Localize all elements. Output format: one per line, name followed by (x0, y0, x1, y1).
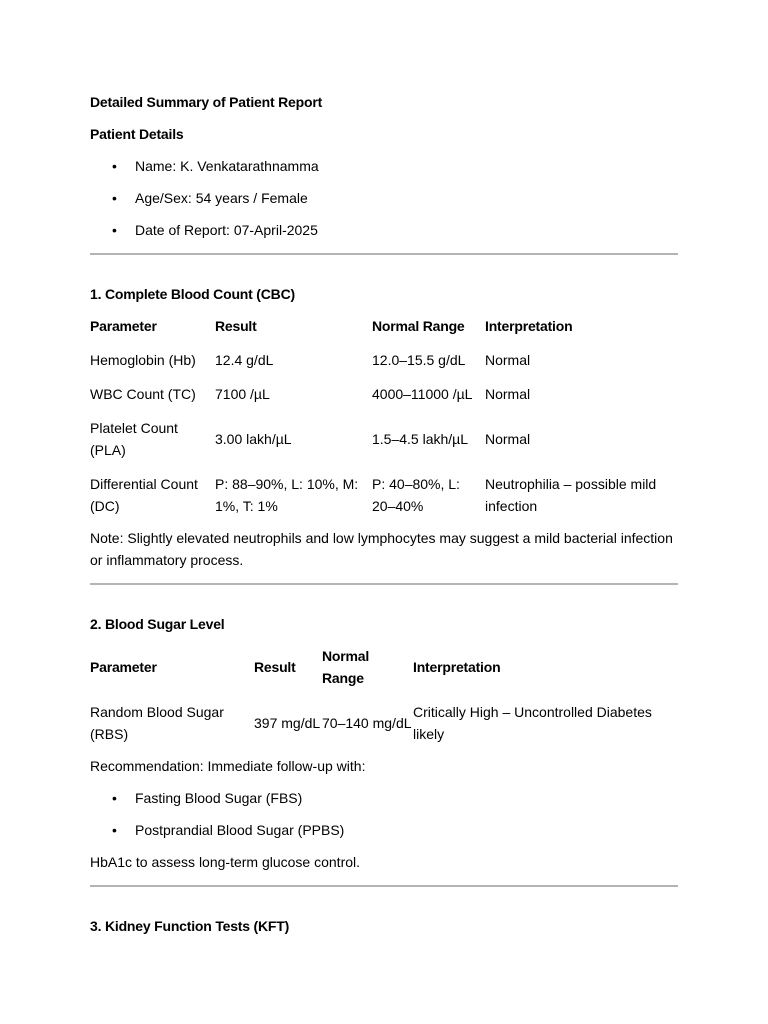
sugar-recommendation: Recommendation: Immediate follow-up with: (90, 758, 366, 774)
table-cell: Random Blood Sugar (RBS) (90, 704, 224, 742)
section-divider (90, 253, 678, 255)
document-title: Detailed Summary of Patient Report (90, 94, 323, 110)
table-cell: WBC Count (TC) (90, 386, 196, 402)
cbc-note: Note: Slightly elevated neutrophils and low lymphocytes may suggest a mild bacterial infection or inflammatory process. (90, 530, 673, 568)
table-cell: Platelet Count (PLA) (90, 420, 178, 458)
table-cell: 12.4 g/dL (215, 352, 274, 368)
table-cell: 1.5–4.5 lakh/µL (372, 431, 469, 447)
table-cell: 12.0–15.5 g/dL (372, 352, 466, 368)
table-row (90, 337, 678, 371)
cbc-table (90, 315, 678, 517)
column-header: Normal Range (322, 648, 370, 686)
table-row (90, 461, 678, 517)
table-cell: P: 40–80%, L: 20–40% (372, 476, 460, 514)
table-cell: 397 mg/dL (254, 715, 321, 731)
patient-details-heading: Patient Details (90, 126, 184, 142)
blood-sugar-table (90, 645, 678, 745)
cbc-heading: 1. Complete Blood Count (CBC) (90, 286, 295, 302)
table-cell: Differential Count (DC) (90, 476, 198, 514)
patient-age-sex: • Age/Sex: 54 years / Female (90, 187, 678, 209)
document-content (90, 91, 678, 937)
sugar-followup-list (90, 787, 678, 841)
table-cell: 4000–11000 /µL (372, 386, 473, 402)
table-row (90, 405, 678, 461)
section-divider (90, 885, 678, 887)
table-cell: 70–140 mg/dL (322, 715, 412, 731)
table-cell: Normal (485, 431, 531, 447)
table-header-row (90, 645, 678, 689)
table-cell: P: 88–90%, L: 10%, M: 1%, T: 1% (215, 476, 359, 514)
column-header: Result (254, 659, 296, 675)
column-header: Interpretation (485, 318, 573, 334)
column-header: Parameter (90, 659, 157, 675)
patient-name: • Name: K. Venkatarathnamma (90, 155, 678, 177)
table-header-row (90, 315, 678, 337)
report-date: • Date of Report: 07-April-2025 (90, 219, 678, 241)
table-cell: 3.00 lakh/µL (215, 431, 292, 447)
table-cell: Neutrophilia – possible mild infection (485, 476, 657, 514)
column-header: Parameter (90, 318, 157, 334)
hba1c-note: HbA1c to assess long-term glucose control. (90, 854, 361, 870)
table-row (90, 689, 678, 745)
table-cell: 7100 /µL (215, 386, 270, 402)
blood-sugar-heading: 2. Blood Sugar Level (90, 616, 225, 632)
list-item: • Fasting Blood Sugar (FBS) (90, 787, 678, 809)
table-cell: Hemoglobin (Hb) (90, 352, 196, 368)
table-row (90, 371, 678, 405)
table-cell: Normal (485, 386, 531, 402)
patient-details-list (90, 155, 678, 241)
table-cell: Normal (485, 352, 531, 368)
table-cell: Critically High – Uncontrolled Diabetes likely (413, 704, 652, 742)
section-divider (90, 583, 678, 585)
column-header: Result (215, 318, 257, 334)
column-header: Normal Range (372, 318, 465, 334)
column-header: Interpretation (413, 659, 501, 675)
list-item: • Postprandial Blood Sugar (PPBS) (90, 819, 678, 841)
kft-heading: 3. Kidney Function Tests (KFT) (90, 918, 290, 934)
